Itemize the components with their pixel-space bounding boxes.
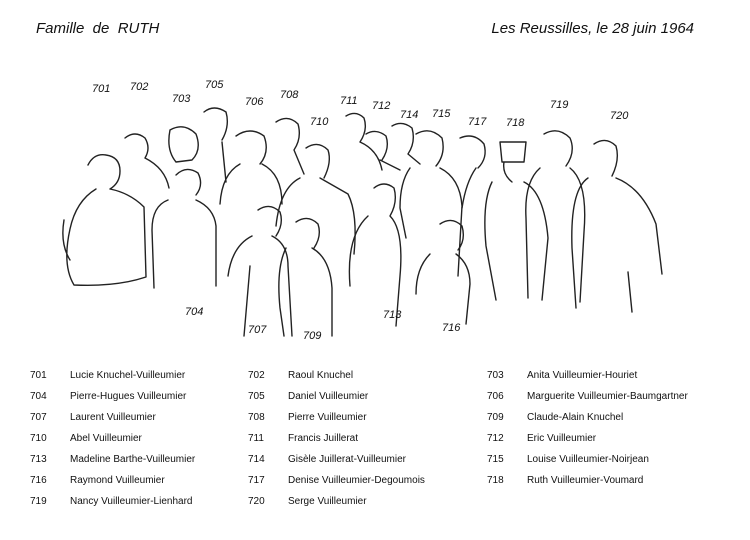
legend-name: Denise Vuilleumier-Degoumois	[288, 475, 425, 486]
figure-712	[366, 131, 400, 170]
legend-name: Laurent Vuilleumier	[70, 412, 156, 423]
figure-711	[346, 113, 382, 170]
legend-name: Gisèle Juillerat-Vuilleumier	[288, 454, 407, 465]
figure-701	[63, 155, 146, 286]
figure-label: 704	[185, 306, 204, 318]
legend-number: 704	[30, 391, 47, 402]
legend-name: Raymond Vuilleumier	[70, 475, 165, 486]
figure-label: 710	[310, 116, 329, 128]
legend-name: Claude-Alain Knuchel	[527, 412, 624, 423]
legend-name: Nancy Vuilleumier-Lienhard	[70, 496, 193, 507]
legend-number: 709	[487, 412, 504, 423]
legend-number: 710	[30, 433, 47, 444]
page-title: Famille de RUTH	[36, 20, 160, 37]
figure-label: 717	[468, 116, 487, 128]
figure-label: 703	[172, 93, 191, 105]
figure-label: 701	[92, 83, 111, 95]
legend-number: 701	[30, 370, 47, 381]
figure-label: 702	[130, 81, 149, 93]
legend-number: 705	[248, 391, 265, 402]
figure-717	[460, 136, 485, 208]
legend-number: 702	[248, 370, 265, 381]
figure-705	[204, 108, 227, 182]
figure-707	[228, 206, 292, 336]
figure-706	[220, 131, 282, 204]
figure-label: 714	[400, 109, 419, 121]
legend-name: Louise Vuilleumier-Noirjean	[527, 454, 649, 465]
legend-number: 712	[487, 433, 504, 444]
legend-name: Pierre-Hugues Vuilleumier	[70, 391, 187, 402]
legend-name: Marguerite Vuilleumier-Baumgartner	[527, 391, 688, 402]
figure-703	[169, 127, 198, 162]
figure-label: 712	[372, 100, 391, 112]
figure-label: 716	[442, 322, 461, 334]
figure-709	[279, 218, 332, 336]
figure-label: 715	[432, 108, 451, 120]
legend-name: Abel Vuilleumier	[70, 433, 142, 444]
place-date: Les Reussilles, le 28 juin 1964	[491, 20, 694, 37]
figure-702	[125, 134, 169, 188]
legend-number: 714	[248, 454, 265, 465]
legend-name: Madeline Barthe-Vuilleumier	[70, 454, 196, 465]
legend-name: Raoul Knuchel	[288, 370, 354, 381]
figure-704	[152, 169, 216, 288]
figure-label: 720	[610, 110, 629, 122]
figure-710	[276, 144, 355, 254]
legend-name: Daniel Vuilleumier	[288, 391, 369, 402]
people-legend	[0, 362, 750, 522]
legend-number: 711	[248, 433, 264, 444]
figure-label: 706	[245, 96, 264, 108]
figure-label: 718	[506, 117, 525, 129]
figure-720	[572, 140, 662, 312]
figure-label: 709	[303, 330, 322, 342]
figure-719	[526, 131, 585, 302]
legend-number: 715	[487, 454, 504, 465]
legend-name: Pierre Vuilleumier	[288, 412, 367, 423]
legend-name: Anita Vuilleumier-Houriet	[527, 370, 638, 381]
figure-label: 705	[205, 79, 224, 91]
legend-number: 716	[30, 475, 47, 486]
legend-number: 720	[248, 496, 265, 507]
legend-name: Eric Vuilleumier	[527, 433, 597, 444]
figure-713	[349, 184, 401, 326]
figure-708	[276, 118, 304, 174]
legend-name: Serge Vuilleumier	[288, 496, 367, 507]
figure-718	[485, 142, 548, 300]
figure-label: 708	[280, 89, 299, 101]
legend-number: 719	[30, 496, 47, 507]
legend-name: Ruth Vuilleumier-Voumard	[527, 475, 644, 486]
legend-name: Francis Juillerat	[288, 433, 359, 444]
legend-number: 717	[248, 475, 265, 486]
legend-number: 708	[248, 412, 265, 423]
figure-714	[392, 123, 420, 164]
figure-label: 707	[248, 324, 267, 336]
figure-label: 713	[383, 309, 402, 321]
legend-number: 707	[30, 412, 47, 423]
legend-number: 718	[487, 475, 504, 486]
legend-name: Lucie Knuchel-Vuilleumier	[70, 370, 186, 381]
figure-label: 719	[550, 99, 569, 111]
legend-number: 703	[487, 370, 504, 381]
legend-number: 706	[487, 391, 504, 402]
figure-label: 711	[340, 95, 358, 107]
family-group-drawing	[0, 60, 750, 360]
legend-number: 713	[30, 454, 47, 465]
figure-716	[416, 220, 470, 324]
